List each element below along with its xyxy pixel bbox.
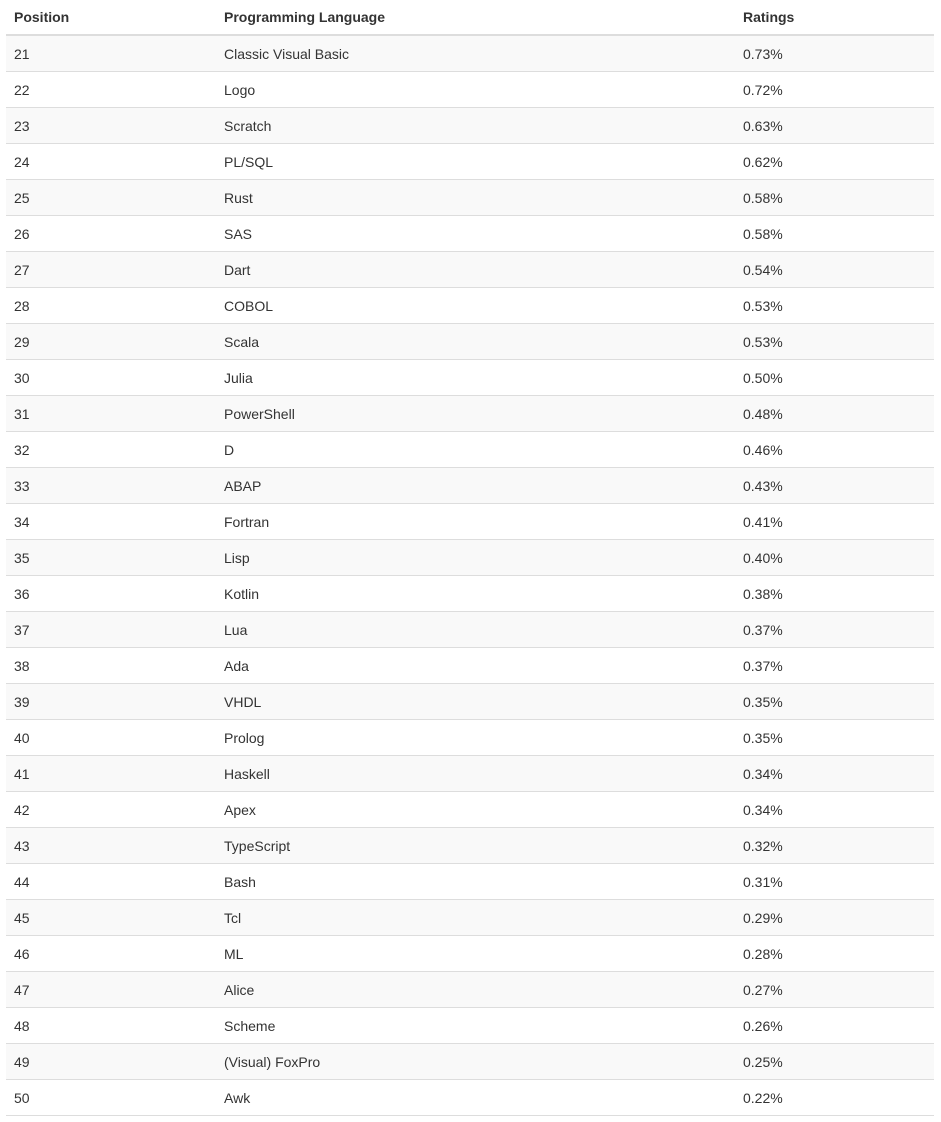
rating-cell: 0.53% <box>735 288 934 324</box>
rating-cell: 0.31% <box>735 864 934 900</box>
rating-cell: 0.37% <box>735 648 934 684</box>
language-cell: Scheme <box>216 1008 735 1044</box>
rating-cell: 0.73% <box>735 35 934 72</box>
position-cell: 46 <box>6 936 216 972</box>
table-row <box>6 360 934 396</box>
position-cell: 26 <box>6 216 216 252</box>
position-cell: 40 <box>6 720 216 756</box>
table-row <box>6 828 934 864</box>
language-cell: Lisp <box>216 540 735 576</box>
position-cell: 29 <box>6 324 216 360</box>
table-row <box>6 324 934 360</box>
table-row <box>6 108 934 144</box>
table-row <box>6 180 934 216</box>
position-cell: 32 <box>6 432 216 468</box>
table-row <box>6 972 934 1008</box>
rating-cell: 0.38% <box>735 576 934 612</box>
table-row <box>6 252 934 288</box>
rating-cell: 0.54% <box>735 252 934 288</box>
table-row <box>6 144 934 180</box>
rating-cell: 0.40% <box>735 540 934 576</box>
rating-cell: 0.41% <box>735 504 934 540</box>
table-row <box>6 396 934 432</box>
language-cell: Lua <box>216 612 735 648</box>
table-row <box>6 648 934 684</box>
table-row <box>6 504 934 540</box>
position-cell: 36 <box>6 576 216 612</box>
language-cell: Classic Visual Basic <box>216 35 735 72</box>
rating-cell: 0.34% <box>735 756 934 792</box>
position-cell: 47 <box>6 972 216 1008</box>
rating-cell: 0.29% <box>735 900 934 936</box>
language-cell: Apex <box>216 792 735 828</box>
rating-cell: 0.27% <box>735 972 934 1008</box>
position-cell: 39 <box>6 684 216 720</box>
language-cell: Tcl <box>216 900 735 936</box>
rating-cell: 0.26% <box>735 1008 934 1044</box>
position-cell: 38 <box>6 648 216 684</box>
rating-cell: 0.62% <box>735 144 934 180</box>
column-header-programming-language: Programming Language <box>216 0 735 35</box>
position-cell: 42 <box>6 792 216 828</box>
language-cell: PowerShell <box>216 396 735 432</box>
language-cell: (Visual) FoxPro <box>216 1044 735 1080</box>
language-cell: D <box>216 432 735 468</box>
rating-cell: 0.58% <box>735 180 934 216</box>
language-cell: SAS <box>216 216 735 252</box>
column-header-position: Position <box>6 0 216 35</box>
language-cell: PL/SQL <box>216 144 735 180</box>
table-row <box>6 756 934 792</box>
language-cell: Dart <box>216 252 735 288</box>
table-row <box>6 468 934 504</box>
table-row <box>6 1008 934 1044</box>
position-cell: 24 <box>6 144 216 180</box>
language-cell: Alice <box>216 972 735 1008</box>
rating-cell: 0.72% <box>735 72 934 108</box>
language-cell: Haskell <box>216 756 735 792</box>
language-cell: Scala <box>216 324 735 360</box>
language-cell: Ada <box>216 648 735 684</box>
position-cell: 49 <box>6 1044 216 1080</box>
rating-cell: 0.43% <box>735 468 934 504</box>
language-cell: Kotlin <box>216 576 735 612</box>
rating-cell: 0.28% <box>735 936 934 972</box>
language-cell: ABAP <box>216 468 735 504</box>
position-cell: 30 <box>6 360 216 396</box>
rating-cell: 0.34% <box>735 792 934 828</box>
header-row <box>6 0 934 35</box>
table-row <box>6 216 934 252</box>
language-cell: COBOL <box>216 288 735 324</box>
table-row <box>6 900 934 936</box>
table-row <box>6 612 934 648</box>
position-cell: 21 <box>6 35 216 72</box>
ratings-table <box>6 0 934 1116</box>
position-cell: 22 <box>6 72 216 108</box>
language-cell: Prolog <box>216 720 735 756</box>
column-header-ratings: Ratings <box>735 0 934 35</box>
table-row <box>6 864 934 900</box>
position-cell: 48 <box>6 1008 216 1044</box>
position-cell: 44 <box>6 864 216 900</box>
position-cell: 25 <box>6 180 216 216</box>
table-row <box>6 540 934 576</box>
position-cell: 41 <box>6 756 216 792</box>
position-cell: 34 <box>6 504 216 540</box>
table-body <box>6 35 934 1116</box>
position-cell: 33 <box>6 468 216 504</box>
table-row <box>6 720 934 756</box>
position-cell: 23 <box>6 108 216 144</box>
rating-cell: 0.58% <box>735 216 934 252</box>
rating-cell: 0.35% <box>735 720 934 756</box>
position-cell: 37 <box>6 612 216 648</box>
table-row <box>6 1080 934 1116</box>
rating-cell: 0.53% <box>735 324 934 360</box>
language-cell: Scratch <box>216 108 735 144</box>
table-row <box>6 1044 934 1080</box>
rating-cell: 0.63% <box>735 108 934 144</box>
table-row <box>6 792 934 828</box>
position-cell: 35 <box>6 540 216 576</box>
language-cell: ML <box>216 936 735 972</box>
table-row <box>6 288 934 324</box>
table-row <box>6 35 934 72</box>
rating-cell: 0.25% <box>735 1044 934 1080</box>
language-cell: VHDL <box>216 684 735 720</box>
table-row <box>6 576 934 612</box>
language-cell: Bash <box>216 864 735 900</box>
position-cell: 45 <box>6 900 216 936</box>
rating-cell: 0.50% <box>735 360 934 396</box>
ratings-table-container <box>6 0 934 1116</box>
table-row <box>6 684 934 720</box>
rating-cell: 0.37% <box>735 612 934 648</box>
position-cell: 27 <box>6 252 216 288</box>
language-cell: Awk <box>216 1080 735 1116</box>
table-header <box>6 0 934 35</box>
position-cell: 28 <box>6 288 216 324</box>
table-row <box>6 72 934 108</box>
rating-cell: 0.48% <box>735 396 934 432</box>
rating-cell: 0.22% <box>735 1080 934 1116</box>
table-row <box>6 936 934 972</box>
position-cell: 43 <box>6 828 216 864</box>
language-cell: Logo <box>216 72 735 108</box>
position-cell: 50 <box>6 1080 216 1116</box>
rating-cell: 0.32% <box>735 828 934 864</box>
language-cell: Fortran <box>216 504 735 540</box>
table-row <box>6 432 934 468</box>
rating-cell: 0.46% <box>735 432 934 468</box>
rating-cell: 0.35% <box>735 684 934 720</box>
language-cell: Rust <box>216 180 735 216</box>
language-cell: TypeScript <box>216 828 735 864</box>
position-cell: 31 <box>6 396 216 432</box>
language-cell: Julia <box>216 360 735 396</box>
